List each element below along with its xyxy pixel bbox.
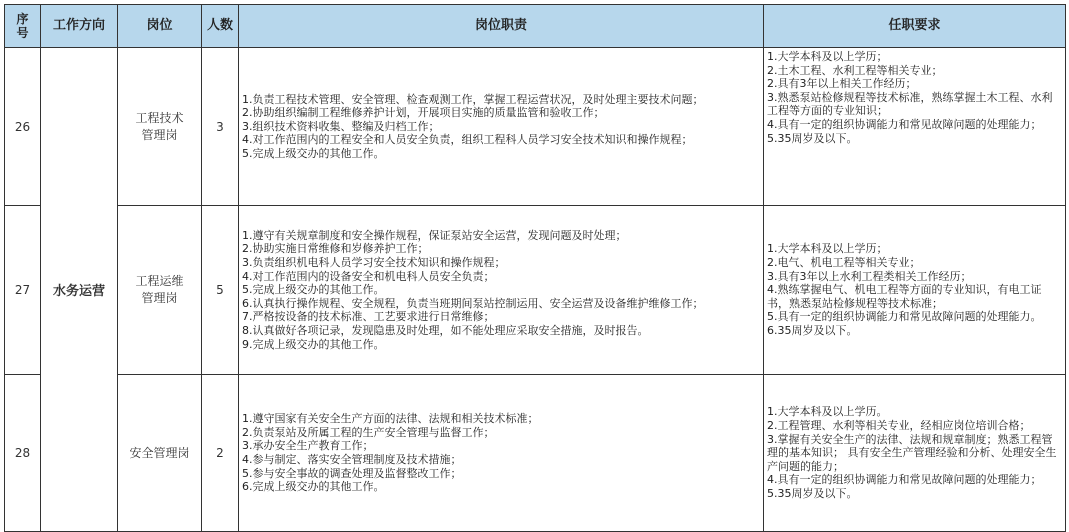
requirement-item: 1.大学本科及以上学历。 xyxy=(767,405,888,419)
requirement-item: 3.具有3年以上水利工程类相关工作经历； xyxy=(767,269,972,283)
duty-item: 3.组织技术资料收集、整编及归档工作； xyxy=(242,119,440,133)
work-direction-cell: 水务运营 xyxy=(41,48,118,532)
duty-item: 3.负责组织机电科人员学习安全技术知识和操作规程； xyxy=(242,256,506,270)
duty-item: 6.认真执行操作规程、安全规程，负责当班期间泵站控制运用、安全运营及设备维护维修工作； xyxy=(242,296,704,310)
duty-item: 4.对工作范围内的设备安全和机电科人员安全负责； xyxy=(242,269,495,283)
duty-item: 4.参与制定、落实安全管理制度及技术措施； xyxy=(242,453,462,466)
row-count: 5 xyxy=(202,206,239,375)
requirement-item: 2.土木工程、水利工程等相关专业； xyxy=(767,63,943,77)
duty-item: 1.负责工程技术管理、安全管理、检查观测工作，掌握工程运营状况，及时处理主要技术问题； xyxy=(242,92,704,106)
header-direction: 工作方向 xyxy=(41,5,118,48)
row-requirements xyxy=(764,206,1066,375)
duty-item: 1.遵守有关规章制度和安全操作规程，保证泵站安全运营，发现问题及时处理； xyxy=(242,228,627,242)
header-count: 人数 xyxy=(202,5,239,48)
row-seq: 27 xyxy=(5,206,41,375)
table-row xyxy=(5,206,1066,375)
duty-item: 5.完成上级交办的其他工作。 xyxy=(242,283,385,297)
header-position: 岗位 xyxy=(118,5,202,48)
duty-item: 2.协助实施日常维修和岁修养护工作； xyxy=(242,242,429,256)
requirement-item: 2.工程管理、水利等相关专业，经相应岗位培训合格； xyxy=(767,419,1031,433)
row-position: 工程运维管理岗 xyxy=(118,206,202,375)
duty-item: 2.协助组织编制工程维修养护计划，开展项目实施的质量监管和验收工作； xyxy=(242,106,605,120)
duty-item: 1.遵守国家有关安全生产方面的法律、法规和相关技术标准； xyxy=(242,412,539,426)
requirement-item: 6.35周岁及以下。 xyxy=(767,323,858,337)
row-seq: 26 xyxy=(5,48,41,206)
header-requirements: 任职要求 xyxy=(764,5,1066,48)
row-seq: 28 xyxy=(5,375,41,532)
requirement-item: 3.熟悉泵站检修规程等技术标准，熟练掌握土木工程、水利工程等方面的专业知识； xyxy=(767,90,1053,118)
row-position: 安全管理岗 xyxy=(118,375,202,532)
requirement-item: 5.35周岁及以下。 xyxy=(767,486,858,500)
header-row xyxy=(5,5,1066,48)
row-count: 3 xyxy=(202,48,239,206)
duty-item: 5.参与安全事故的调查处理及监督整改工作； xyxy=(242,466,462,480)
duty-item: 8.认真做好各项记录，发现隐患及时处理，如不能处理应采取安全措施，及时报告。 xyxy=(242,323,649,337)
duty-item: 7.严格按设备的技术标准、工艺要求进行日常维修； xyxy=(242,310,495,324)
requirement-item: 4.具有一定的组织协调能力和常见故障问题的处理能力； xyxy=(767,117,1042,131)
row-requirements xyxy=(764,375,1066,532)
table-row xyxy=(5,48,1066,206)
duty-item: 9.完成上级交办的其他工作。 xyxy=(242,337,385,351)
row-count: 2 xyxy=(202,375,239,532)
row-requirements xyxy=(764,48,1066,206)
requirement-item: 5.35周岁及以下。 xyxy=(767,131,858,145)
row-duties xyxy=(239,375,764,532)
duty-item: 2.负责泵站及所属工程的生产安全管理与监督工作； xyxy=(242,425,495,439)
row-position: 工程技术管理岗 xyxy=(118,48,202,206)
requirement-item: 1.大学本科及以上学历； xyxy=(767,50,888,63)
row-duties xyxy=(239,206,764,375)
requirement-item: 4.熟练掌握电气、机电工程等方面的专业知识，有电工证书，熟悉泵站检修规程等技术标准； xyxy=(767,283,1042,310)
requirement-item: 2.具有3年以上相关工作经历； xyxy=(767,77,917,91)
table-row xyxy=(5,375,1066,532)
requirement-item: 2.电气、机电工程等相关专业； xyxy=(767,256,921,270)
duty-item: 4.对工作范围内的工程安全和人员安全负责，组织工程科人员学习安全技术知识和操作规程； xyxy=(242,133,693,147)
header-seq: 序号 xyxy=(5,5,41,48)
row-duties xyxy=(239,48,764,206)
duty-item: 6.完成上级交办的其他工作。 xyxy=(242,480,385,494)
requirement-item: 5.具有一定的组织协调能力和常见故障问题的处理能力。 xyxy=(767,310,1042,324)
requirement-item: 3.掌握有关安全生产的法律、法规和规章制度；熟悉工程管理的基本知识； 具有安全生产管理经验和分析、处理安全生产问题的能力； xyxy=(767,432,1057,473)
job-table xyxy=(4,4,1066,532)
duty-item: 5.完成上级交办的其他工作。 xyxy=(242,146,385,160)
duty-item: 3.承办安全生产教育工作； xyxy=(242,439,374,453)
requirement-item: 1.大学本科及以上学历； xyxy=(767,242,888,256)
header-duties: 岗位职责 xyxy=(239,5,764,48)
requirement-item: 4.具有一定的组织协调能力和常见故障问题的处理能力； xyxy=(767,473,1042,487)
